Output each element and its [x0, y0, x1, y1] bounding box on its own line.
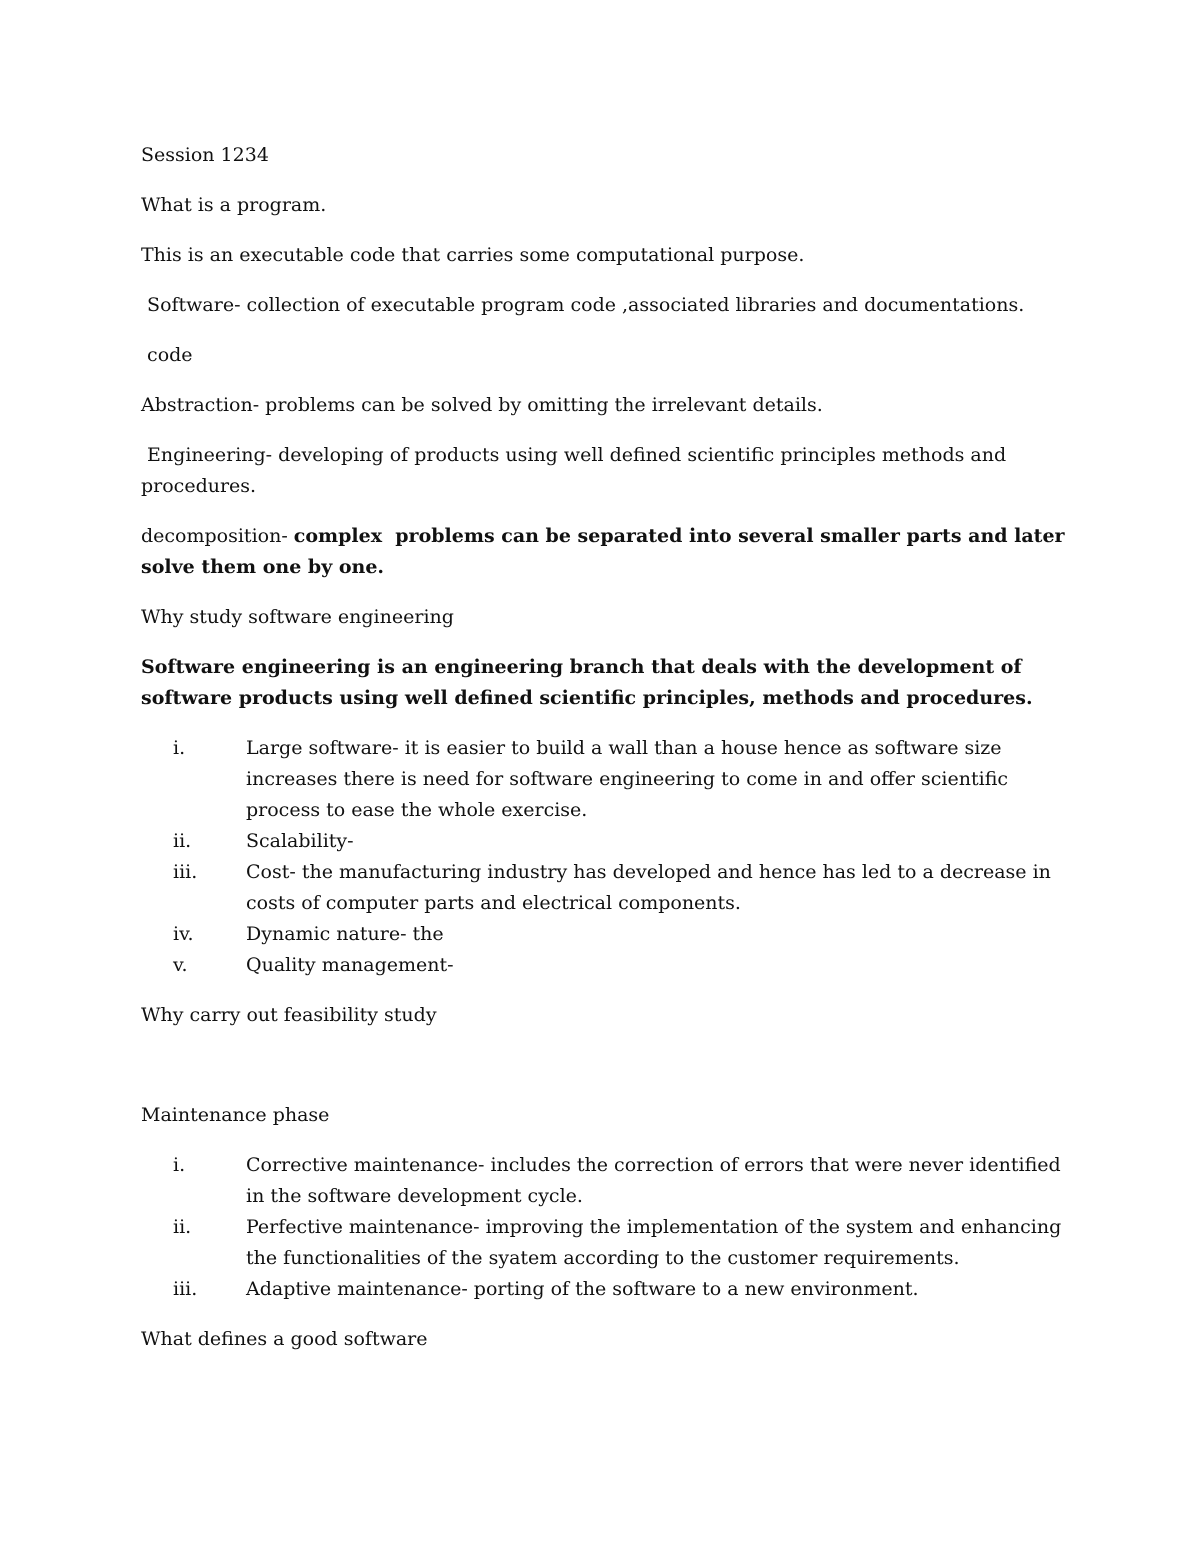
- program-question: What is a program.: [141, 194, 327, 216]
- document-body: [141, 140, 1071, 1374]
- list-item: [141, 1150, 1071, 1212]
- list-number: v.: [173, 954, 188, 976]
- list-text: Corrective maintenance- includes the correction of errors that were never identified in the software development cycle.: [246, 1154, 1061, 1207]
- feasibility-heading: Why carry out feasibility study: [141, 1004, 437, 1026]
- maintenance-heading: Maintenance phase: [141, 1104, 330, 1126]
- program-definition: This is an executable code that carries some computational purpose.: [141, 244, 805, 266]
- list-item: [141, 826, 1071, 857]
- list-number: iii.: [173, 1278, 198, 1300]
- list-item: [141, 733, 1071, 826]
- list-text: Perfective maintenance- improving the implementation of the system and enhancing the functionalities of the syatem according to the customer requirements.: [246, 1216, 1062, 1269]
- abstraction-definition: Abstraction- problems can be solved by omitting the irrelevant details.: [141, 394, 823, 416]
- software-definition: Software- collection of executable program code ,associated libraries and documentations.: [141, 294, 1025, 316]
- reasons-list: [141, 733, 1071, 981]
- list-text: Large software- it is easier to build a wall than a house hence as software size increases there is need for software engineering to come in and offer scientific process to ease the whole exercise.: [246, 737, 1009, 821]
- list-text: Dynamic nature- the: [246, 923, 444, 945]
- list-item: [141, 1274, 1071, 1305]
- list-number: ii.: [173, 1216, 192, 1238]
- list-text: Quality management-: [246, 954, 454, 976]
- list-number: i.: [173, 737, 186, 759]
- list-item: [141, 1212, 1071, 1274]
- decomposition-definition: [141, 521, 1071, 583]
- list-number: i.: [173, 1154, 186, 1176]
- decomposition-explanation: complex problems can be separated into several smaller parts and later solve them one by one.: [141, 525, 1072, 578]
- list-number: iii.: [173, 861, 198, 883]
- code-note: code: [141, 344, 193, 366]
- list-item: [141, 919, 1071, 950]
- list-text: Adaptive maintenance- porting of the software to a new environment.: [246, 1278, 919, 1300]
- list-text: Cost- the manufacturing industry has developed and hence has led to a decrease in costs of computer parts and electrical components.: [246, 861, 1051, 914]
- decomposition-term: decomposition-: [141, 525, 294, 547]
- list-text: Scalability-: [246, 830, 354, 852]
- session-heading: Session 1234: [141, 144, 269, 166]
- blank-space: [141, 1050, 1071, 1100]
- why-study-heading: Why study software engineering: [141, 606, 454, 628]
- list-number: ii.: [173, 830, 192, 852]
- list-item: [141, 950, 1071, 981]
- maintenance-list: [141, 1150, 1071, 1305]
- list-number: iv.: [173, 923, 194, 945]
- list-item: [141, 857, 1071, 919]
- good-software-heading: What defines a good software: [141, 1328, 428, 1350]
- engineering-definition: Engineering- developing of products using well defined scientific principles methods and procedures.: [141, 444, 1013, 497]
- software-engineering-definition: Software engineering is an engineering branch that deals with the development of software products using well defined scientific principles, methods and procedures.: [141, 656, 1033, 709]
